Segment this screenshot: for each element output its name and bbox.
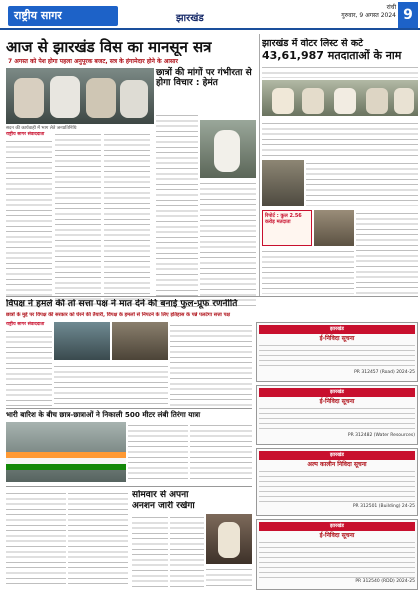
tender-1-band: झारखंड — [259, 325, 415, 334]
right-story-2 — [356, 210, 418, 294]
tender-4-body — [259, 539, 415, 579]
tender-ad-4 — [256, 519, 418, 590]
tender-3-body — [259, 468, 415, 504]
voter-photo — [262, 80, 418, 116]
lead-body-col-3 — [104, 131, 150, 308]
city: रांची — [386, 4, 396, 11]
tender-3-title: अल्प कालीन निविदा सूचना — [307, 461, 367, 468]
voter-body — [262, 120, 418, 156]
tender-ad-3 — [256, 448, 418, 516]
right-story-3 — [262, 248, 354, 294]
tender-3-band: झारखंड — [259, 451, 415, 460]
lead-headline: आज से झारखंड विस का मानसून सत्र — [6, 38, 212, 56]
rain-body-1 — [128, 422, 188, 482]
tender-1-title: ई-निविदा सूचना — [319, 335, 355, 342]
opposition-col-3 — [170, 322, 252, 406]
tender-2-band: झारखंड — [259, 388, 415, 397]
lead-body-col-5 — [200, 180, 256, 308]
section-rule-3 — [6, 486, 252, 487]
right-photo-1 — [262, 160, 304, 206]
protest-body-2 — [170, 514, 204, 588]
voter-headline-2: 43,61,987 मतदाताओं के नाम — [262, 49, 402, 62]
section-title: झारखंड — [176, 13, 204, 24]
right-photo-2 — [314, 210, 354, 246]
protest-headline-1: सोमवार से अपना — [132, 490, 189, 500]
tender-ad-2 — [256, 385, 418, 445]
lead-photo — [6, 68, 154, 124]
protest-headline-2: अनशन जारी रखेगा — [132, 501, 195, 511]
opposition-headline: विपक्ष ने हमले की तो सत्ता पक्ष ने मात देने की बनाई फुल-प्रूफ रणनीति — [6, 299, 238, 309]
lead-deck: 7 अगस्त को पेश होगा पहला अनुपूरक बजट, सत्र के हंगामेदार होने के आसार — [8, 58, 178, 65]
voter-intro — [262, 64, 418, 78]
brand-title: राष्ट्रीय सागर — [8, 6, 118, 26]
bottom-story-1 — [6, 490, 66, 588]
lead-photo-caption: सदन की कार्यवाही में भाग लेते जनप्रतिनिधि — [6, 126, 77, 131]
tender-2-body — [259, 405, 415, 433]
hemant-photo — [200, 120, 256, 178]
tender-2-ref: PR 312482 (Water Resources) — [347, 433, 415, 438]
protest-photo — [206, 514, 252, 564]
protest-body-1 — [132, 514, 168, 588]
opposition-photo-1 — [54, 322, 110, 360]
lead-body-col-1 — [6, 138, 52, 308]
opposition-photo-2 — [112, 322, 168, 360]
opposition-byline: राष्ट्रीय सागर संवाददाता — [6, 322, 45, 327]
lead-quote: छात्रों की मांगों पर गंभीरता से होगा विचार : हेमंत — [156, 68, 252, 88]
lead-body-col-2 — [55, 131, 101, 308]
voter-kicker: रिपोर्ट : कुल 2.56 करोड़ मतदाता — [265, 213, 302, 225]
tender-ad-1 — [256, 322, 418, 382]
tender-3-ref: PR 312501 (Building) 24-25 — [352, 504, 415, 509]
tender-1-ref: PR 312457 (Road) 2024-25 — [354, 370, 415, 375]
page-number: 9 — [398, 2, 418, 28]
opposition-col-2 — [54, 363, 168, 406]
section-rule-2 — [6, 408, 252, 409]
lead-byline: राष्ट्रीय सागर संवाददाता — [6, 132, 45, 137]
bottom-story-2 — [68, 490, 128, 588]
rain-body-2 — [190, 422, 252, 482]
tender-1-body — [259, 342, 415, 370]
right-story-1 — [306, 160, 418, 206]
tender-4-band: झारखंड — [259, 522, 415, 531]
date: गुरुवार, 9 अगस्त 2024 — [341, 12, 396, 19]
voter-headline-1: झारखंड में वोटर लिस्ट से कटे — [262, 38, 363, 49]
tender-4-ref: PR 312540 (RDD) 2024-25 — [355, 579, 415, 584]
opposition-deck: छात्रों के मुद्दे पर विपक्ष की सरकार को घेरने की तैयारी, विपक्ष के हमलों से निपटने के लिए इतिहास के पन्ने पलटेगा सत्ता पक्ष — [6, 312, 231, 318]
dateline — [318, 4, 396, 26]
rain-photo — [6, 422, 126, 482]
rain-headline: भारी बारिश के बीच छात्र-छात्राओं ने निकाली 500 मीटर लंबी तिरंगा यात्रा — [6, 410, 201, 419]
voter-kicker-box — [262, 210, 312, 246]
tender-2-title: ई-निविदा सूचना — [319, 398, 355, 405]
column-divider — [259, 34, 260, 296]
lead-body-col-4 — [156, 112, 198, 308]
masthead — [0, 0, 420, 30]
protest-body-3 — [206, 566, 252, 588]
tender-4-title: ई-निविदा सूचना — [319, 532, 355, 539]
section-rule-1 — [6, 296, 418, 297]
opposition-col-1 — [6, 328, 52, 406]
